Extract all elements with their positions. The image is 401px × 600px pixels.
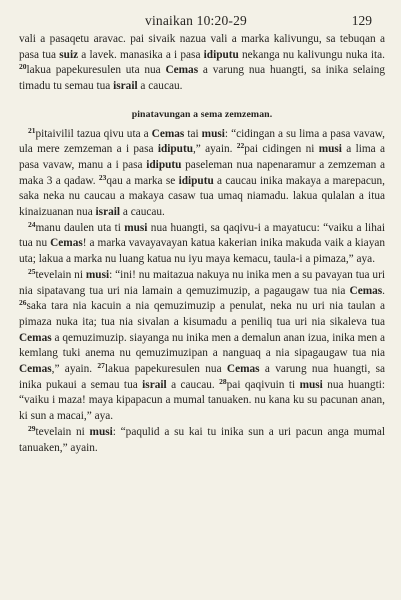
- verse-number: 24: [28, 219, 36, 229]
- verse-text: pai qaqivuin ti: [226, 378, 300, 391]
- verse-text: ,” ayain.: [192, 143, 237, 156]
- verse-text: lakua papekuresulen nua: [104, 363, 227, 376]
- paragraph: [19, 127, 385, 221]
- proper-name: Cemas: [151, 127, 185, 140]
- proper-name: idiputu: [146, 158, 182, 171]
- verse-text: a caucau.: [120, 206, 165, 219]
- section-heading: pinatavungan a sema zemzeman.: [131, 108, 273, 120]
- verse-number: 26: [19, 298, 27, 308]
- verse-text: a varung nua huangti, sa inika pukaui a semau tua: [19, 363, 385, 391]
- verse-number: 28: [219, 376, 227, 386]
- running-head-title: vinaikan 10:20-29: [145, 13, 248, 28]
- verse-text: : “paqulid a su kai tu inika sun a uri pacun anga mumal tanuaken,” ayain.: [19, 425, 385, 454]
- verse-number: 29: [28, 423, 36, 433]
- verse-text: nua huangti: “vaiku i maza! maya kipapacun a mumal tanuaken. nu kana ku su pacunan anan, ki sun a macai,” aya.: [19, 378, 385, 423]
- verse-text: a caucau.: [166, 378, 220, 391]
- proper-name: Cemas: [349, 284, 383, 297]
- proper-name: israil: [113, 80, 138, 93]
- verse-number: 20: [19, 62, 27, 72]
- verse-text: lakua papekuresulen uta nua: [26, 64, 166, 77]
- proper-name: Cemas: [165, 64, 199, 77]
- verse-number: 22: [236, 141, 245, 151]
- proper-name: israil: [95, 206, 121, 219]
- verse-text: tevelain ni: [35, 425, 90, 438]
- proper-name: musi: [318, 143, 342, 156]
- verse-text: : “ini! nu maitazua nakuya nu inika men a su pavayan tua uri nia sipatavang tua uri nia lamain a qemuzimuzip, a pagaugaw tua nia: [19, 268, 385, 297]
- verse-text: tevelain ni: [35, 268, 86, 281]
- proper-name: idiputu: [203, 48, 239, 61]
- verse-text: paseleman nua napenaramur a zemzeman a maka 3 a qadaw.: [19, 158, 385, 187]
- paragraph: [19, 32, 385, 95]
- verse-text: .: [382, 284, 385, 297]
- paragraph: [19, 425, 385, 456]
- proper-name: musi: [299, 378, 323, 391]
- verse-text: : “cidingan a su lima a pasa vavaw, ula mere zemzeman a i pasa: [19, 127, 385, 156]
- verse-text: manu daulen uta ti: [35, 221, 125, 234]
- verse-text: a qemuzimuzip. siayanga nu inika men a demalun anan izua, inika men a kemlang tuki anema nu qemuzimuzipan a nanguaq a nia sipagaugaw tua nia: [19, 331, 385, 360]
- verse-text: tai: [184, 127, 202, 140]
- proper-name: Cemas: [19, 363, 52, 376]
- paragraph: [19, 221, 385, 268]
- verse-text: nekanga nu kalivungu nuka ita.: [238, 48, 385, 61]
- proper-name: musi: [124, 221, 148, 234]
- verse-text: vali a pasaqetu aravac. pai sivaik nazua vali a marka kalivungu, sa tebuqan a pasa tua: [19, 33, 385, 61]
- verse-text: a caucau.: [137, 80, 183, 93]
- verse-text: nua huangti, sa qaqivu-i a mayatucu: “vaiku a lihai tua nu: [19, 221, 385, 250]
- page-number: 129: [351, 13, 372, 28]
- verse-text: saka tara nia kacuin a nia qemuzimuzip a penulat, neka nu uri nia taulan a pimaza nuka ita; tua nia sivalan a kisumadu a peniliq tua uri nia sikaleva tua: [19, 300, 385, 328]
- proper-name: Cemas: [19, 331, 52, 344]
- proper-name: suiz: [59, 48, 79, 61]
- verse-number: 21: [28, 125, 36, 135]
- proper-name: musi: [89, 425, 113, 438]
- paragraph: [19, 268, 385, 425]
- running-head: [19, 10, 385, 32]
- proper-name: Cemas: [50, 237, 83, 250]
- verse-text: pitaivilil tazua qivu uta a: [35, 127, 152, 140]
- verse-text: qau a marka se: [106, 174, 179, 187]
- proper-name: Cemas: [226, 363, 260, 376]
- proper-name: musi: [85, 268, 110, 281]
- body-text: [19, 32, 385, 456]
- verse-text: a lavek. manasika a i pasa: [78, 48, 204, 61]
- proper-name: idiputu: [157, 143, 193, 156]
- verse-text: ! a marka vavayavayan katua kakerian inika makuda vaik a kiayan uta; lakua a marka nu luang katua nu iyu maya kemacu, taula-i a pimaza,” aya.: [19, 237, 386, 266]
- proper-name: idiputu: [178, 174, 214, 187]
- verse-text: pai cidingen ni: [244, 143, 319, 156]
- verse-text: ,” ayain.: [51, 363, 98, 376]
- verse-number: 25: [28, 266, 36, 276]
- verse-number: 23: [98, 172, 107, 182]
- verse-text: a lima a pasa vavaw, manu a i pasa: [19, 143, 385, 171]
- proper-name: musi: [201, 127, 225, 140]
- verse-number: 27: [97, 361, 105, 371]
- verse-text: a caucau inika makaya a marepacun, saka neka nu caucau a makaya casaw tua umaq niamadu. lakua qulalan a itua kinaizuanan nua: [19, 174, 385, 219]
- proper-name: israil: [142, 378, 167, 391]
- verse-text: a varung nua huangti, sa inika selaing timadu tu semau tua: [19, 64, 386, 93]
